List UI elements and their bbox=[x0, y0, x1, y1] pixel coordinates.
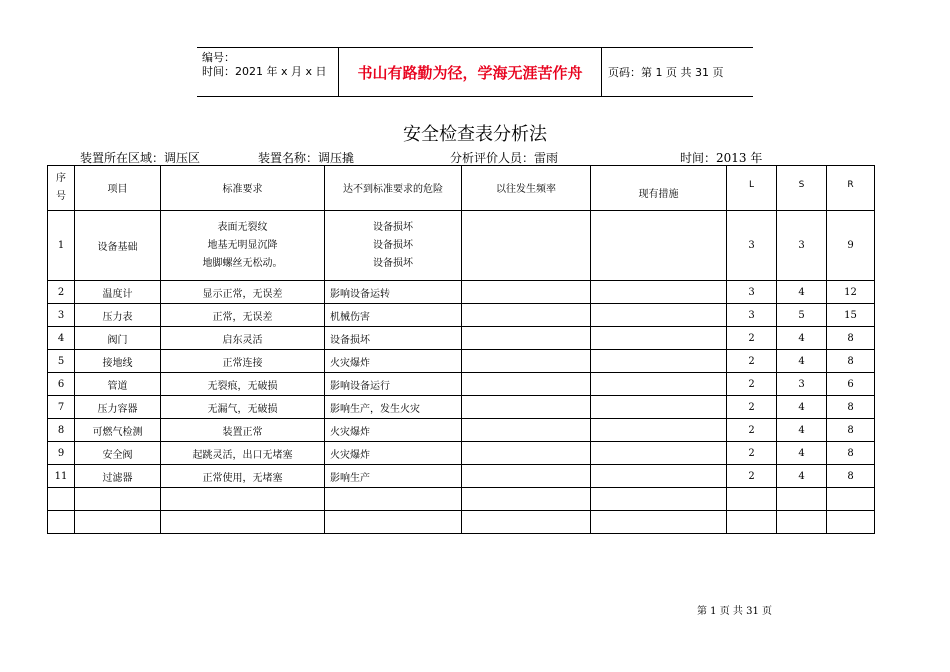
cell-hazard bbox=[325, 211, 462, 281]
checklist-table bbox=[47, 165, 875, 534]
cell-r: 15 bbox=[827, 304, 875, 327]
cell-standard: 无漏气，无破损 bbox=[161, 396, 325, 419]
cell-measures bbox=[591, 281, 727, 304]
cell-s: 4 bbox=[777, 327, 827, 350]
empty-cell bbox=[325, 511, 462, 534]
cell-frequency bbox=[462, 304, 591, 327]
header-meta bbox=[197, 48, 339, 96]
info-time: 时间：2013 年 bbox=[680, 151, 763, 165]
cell-r: 8 bbox=[827, 442, 875, 465]
header-s: S bbox=[777, 166, 827, 211]
cell-l: 2 bbox=[727, 442, 777, 465]
cell-measures bbox=[591, 396, 727, 419]
empty-cell bbox=[48, 511, 75, 534]
page-label: 页码：第 1 页 共 31 页 bbox=[608, 66, 724, 79]
header-measures: 现有措施 bbox=[591, 166, 727, 211]
cell-measures bbox=[591, 465, 727, 488]
cell-no: 4 bbox=[48, 327, 75, 350]
cell-measures bbox=[591, 419, 727, 442]
cell-s: 4 bbox=[777, 419, 827, 442]
cell-no: 8 bbox=[48, 419, 75, 442]
cell-l: 2 bbox=[727, 350, 777, 373]
cell-s: 4 bbox=[777, 281, 827, 304]
empty-row bbox=[48, 511, 875, 534]
header-hazard: 达不到标准要求的危险 bbox=[325, 166, 462, 211]
time-label: 时间：2021 年 x 月 x 日 bbox=[202, 65, 327, 78]
hazard-line: 设备损坏 bbox=[373, 239, 413, 251]
empty-cell bbox=[48, 488, 75, 511]
cell-s: 3 bbox=[777, 211, 827, 281]
cell-frequency bbox=[462, 442, 591, 465]
cell-no: 1 bbox=[48, 211, 75, 281]
cell-frequency bbox=[462, 327, 591, 350]
cell-l: 2 bbox=[727, 373, 777, 396]
cell-r: 12 bbox=[827, 281, 875, 304]
empty-row bbox=[48, 488, 875, 511]
cell-l: 2 bbox=[727, 465, 777, 488]
cell-item: 压力表 bbox=[75, 304, 161, 327]
cell-l: 2 bbox=[727, 419, 777, 442]
cell-frequency bbox=[462, 465, 591, 488]
empty-cell bbox=[161, 511, 325, 534]
table-row bbox=[48, 465, 875, 488]
cell-frequency bbox=[462, 419, 591, 442]
table-row bbox=[48, 350, 875, 373]
cell-hazard: 影响生产，发生火灾 bbox=[325, 396, 462, 419]
cell-l: 2 bbox=[727, 327, 777, 350]
cell-no: 3 bbox=[48, 304, 75, 327]
table-row bbox=[48, 281, 875, 304]
cell-no: 2 bbox=[48, 281, 75, 304]
header-standard: 标准要求 bbox=[161, 166, 325, 211]
cell-r: 8 bbox=[827, 327, 875, 350]
cell-r: 8 bbox=[827, 465, 875, 488]
cell-item: 设备基础 bbox=[75, 211, 161, 281]
motto-text: 书山有路勤为径，学海无涯苦作舟 bbox=[339, 48, 602, 96]
cell-item: 过滤器 bbox=[75, 465, 161, 488]
cell-frequency bbox=[462, 281, 591, 304]
cell-standard: 正常，无误差 bbox=[161, 304, 325, 327]
cell-item: 可燃气检测 bbox=[75, 419, 161, 442]
empty-cell bbox=[727, 488, 777, 511]
header-frequency: 以往发生频率 bbox=[462, 166, 591, 211]
cell-no: 11 bbox=[48, 465, 75, 488]
cell-standard: 正常连接 bbox=[161, 350, 325, 373]
hazard-line: 设备损坏 bbox=[373, 257, 413, 269]
empty-cell bbox=[75, 511, 161, 534]
document-header bbox=[197, 47, 753, 97]
cell-no: 5 bbox=[48, 350, 75, 373]
cell-item: 压力容器 bbox=[75, 396, 161, 419]
cell-hazard: 影响设备运行 bbox=[325, 373, 462, 396]
table-row bbox=[48, 211, 875, 281]
table-header-row bbox=[48, 166, 875, 211]
info-evaluator: 分析评价人员：雷雨 bbox=[450, 151, 559, 165]
table-row bbox=[48, 442, 875, 465]
empty-cell bbox=[591, 488, 727, 511]
cell-item: 接地线 bbox=[75, 350, 161, 373]
cell-standard: 起跳灵活，出口无堵塞 bbox=[161, 442, 325, 465]
cell-s: 4 bbox=[777, 396, 827, 419]
cell-standard: 启东灵活 bbox=[161, 327, 325, 350]
table-row bbox=[48, 327, 875, 350]
cell-s: 4 bbox=[777, 350, 827, 373]
cell-measures bbox=[591, 373, 727, 396]
cell-r: 6 bbox=[827, 373, 875, 396]
header-l: L bbox=[727, 166, 777, 211]
empty-cell bbox=[591, 511, 727, 534]
cell-l: 3 bbox=[727, 281, 777, 304]
table-row bbox=[48, 373, 875, 396]
empty-cell bbox=[462, 511, 591, 534]
cell-standard: 显示正常，无误差 bbox=[161, 281, 325, 304]
cell-r: 9 bbox=[827, 211, 875, 281]
cell-measures bbox=[591, 304, 727, 327]
header-no-text: 序号 bbox=[56, 173, 66, 202]
info-device: 装置名称：调压撬 bbox=[258, 151, 355, 165]
cell-r: 8 bbox=[827, 419, 875, 442]
table-row bbox=[48, 419, 875, 442]
page-footer: 第 1 页 共 31 页 bbox=[697, 606, 772, 617]
empty-cell bbox=[325, 488, 462, 511]
cell-item: 温度计 bbox=[75, 281, 161, 304]
cell-hazard: 火灾爆炸 bbox=[325, 419, 462, 442]
cell-no: 9 bbox=[48, 442, 75, 465]
header-item: 项目 bbox=[75, 166, 161, 211]
empty-cell bbox=[462, 488, 591, 511]
cell-frequency bbox=[462, 211, 591, 281]
standard-line: 表面无裂纹 bbox=[217, 221, 268, 233]
cell-no: 7 bbox=[48, 396, 75, 419]
cell-l: 3 bbox=[727, 211, 777, 281]
cell-measures bbox=[591, 211, 727, 281]
cell-l: 2 bbox=[727, 396, 777, 419]
cell-item: 管道 bbox=[75, 373, 161, 396]
cell-measures bbox=[591, 350, 727, 373]
cell-r: 8 bbox=[827, 396, 875, 419]
cell-standard: 装置正常 bbox=[161, 419, 325, 442]
cell-hazard: 火灾爆炸 bbox=[325, 442, 462, 465]
standard-line: 地脚螺丝无松动。 bbox=[202, 257, 283, 269]
cell-s: 5 bbox=[777, 304, 827, 327]
page-title: 安全检查表分析法 bbox=[403, 124, 547, 145]
cell-hazard: 设备损坏 bbox=[325, 327, 462, 350]
cell-hazard: 机械伤害 bbox=[325, 304, 462, 327]
cell-standard bbox=[161, 211, 325, 281]
cell-standard: 无裂痕，无破损 bbox=[161, 373, 325, 396]
empty-cell bbox=[827, 511, 875, 534]
cell-s: 4 bbox=[777, 442, 827, 465]
empty-cell bbox=[75, 488, 161, 511]
table-row bbox=[48, 304, 875, 327]
header-r: R bbox=[827, 166, 875, 211]
standard-line: 地基无明显沉降 bbox=[207, 239, 278, 251]
cell-item: 安全阀 bbox=[75, 442, 161, 465]
cell-hazard: 影响设备运转 bbox=[325, 281, 462, 304]
hazard-line: 设备损坏 bbox=[373, 221, 413, 233]
cell-s: 4 bbox=[777, 465, 827, 488]
cell-l: 3 bbox=[727, 304, 777, 327]
cell-frequency bbox=[462, 396, 591, 419]
empty-cell bbox=[161, 488, 325, 511]
cell-standard: 正常使用，无堵塞 bbox=[161, 465, 325, 488]
table-row bbox=[48, 396, 875, 419]
empty-cell bbox=[827, 488, 875, 511]
empty-cell bbox=[777, 511, 827, 534]
cell-frequency bbox=[462, 373, 591, 396]
header-no bbox=[48, 166, 75, 211]
info-area: 装置所在区域：调压区 bbox=[80, 151, 201, 165]
cell-item: 阀门 bbox=[75, 327, 161, 350]
number-label: 编号： bbox=[202, 51, 235, 64]
cell-measures bbox=[591, 327, 727, 350]
cell-no: 6 bbox=[48, 373, 75, 396]
cell-r: 8 bbox=[827, 350, 875, 373]
cell-measures bbox=[591, 442, 727, 465]
cell-hazard: 影响生产 bbox=[325, 465, 462, 488]
cell-s: 3 bbox=[777, 373, 827, 396]
empty-cell bbox=[777, 488, 827, 511]
cell-hazard: 火灾爆炸 bbox=[325, 350, 462, 373]
cell-frequency bbox=[462, 350, 591, 373]
empty-cell bbox=[727, 511, 777, 534]
